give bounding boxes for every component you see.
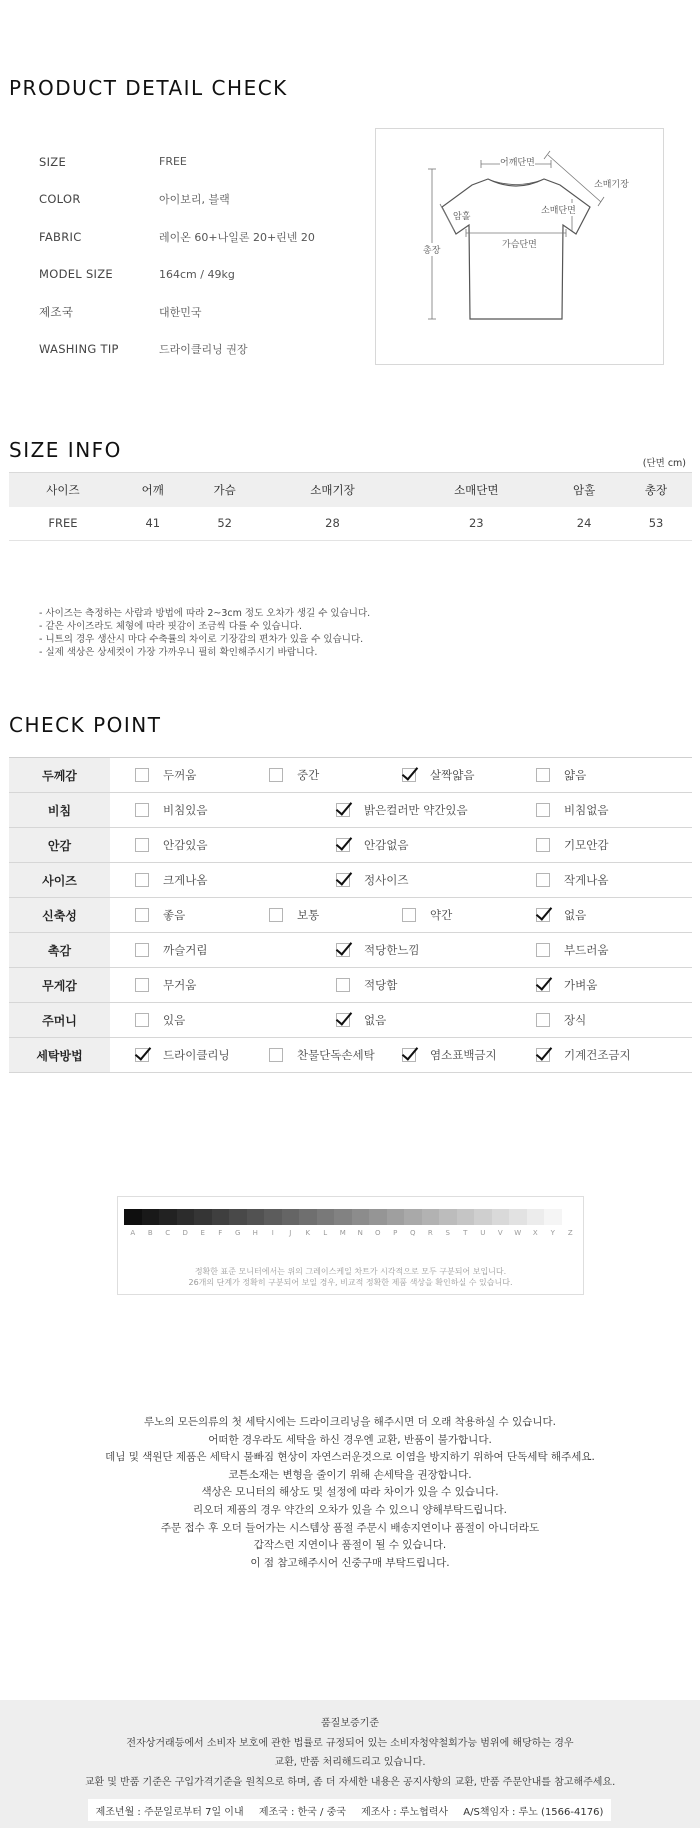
grayscale-swatch bbox=[404, 1209, 422, 1225]
check-option-label: 기모안감 bbox=[564, 838, 609, 852]
grayscale-letter: Y bbox=[550, 1229, 555, 1237]
check-option-label: 까슬거림 bbox=[163, 943, 208, 957]
detail-key: 제조국 bbox=[39, 304, 74, 319]
note-line: - 실제 색상은 상세컷이 가장 가까우니 필히 확인해주시기 바랍니다. bbox=[39, 647, 318, 658]
check-option-label: 장식 bbox=[564, 1013, 587, 1027]
as-contact: A/S책임자 : 루노 (1566-4176) bbox=[463, 1806, 604, 1818]
checkbox[interactable] bbox=[536, 1013, 550, 1027]
grayscale-letter: R bbox=[427, 1229, 433, 1237]
size-cell: 41 bbox=[117, 507, 189, 541]
grayscale-swatch bbox=[492, 1209, 510, 1225]
check-row-label: 사이즈 bbox=[9, 863, 110, 897]
grayscale-letter: N bbox=[357, 1229, 363, 1237]
detail-value: 대한민국 bbox=[159, 305, 202, 319]
check-option-label: 약간 bbox=[430, 908, 453, 922]
check-option[interactable] bbox=[402, 1038, 497, 1072]
size-header-cell: 암홀 bbox=[548, 473, 620, 507]
diagram-label-chest: 가슴단면 bbox=[502, 237, 537, 250]
check-option-label: 보통 bbox=[297, 908, 320, 922]
product-detail-list bbox=[39, 143, 359, 368]
grayscale-swatch bbox=[229, 1209, 247, 1225]
check-option[interactable] bbox=[336, 933, 420, 967]
checkbox[interactable] bbox=[135, 838, 149, 852]
checkbox[interactable] bbox=[536, 1048, 550, 1062]
size-header-cell: 가슴 bbox=[189, 473, 261, 507]
note-line: - 사이즈는 측정하는 사람과 방법에 따라 2~3cm 정도 오차가 생길 수 있습니다. bbox=[39, 608, 371, 619]
checkbox[interactable] bbox=[135, 873, 149, 887]
check-option-label: 적당한느낌 bbox=[364, 943, 420, 957]
check-row-stretch bbox=[9, 898, 692, 933]
check-point-title: CHECK POINT bbox=[9, 713, 162, 737]
size-header-cell: 총장 bbox=[620, 473, 692, 507]
grayscale-letter: F bbox=[218, 1229, 223, 1237]
care-line: 주문 접수 후 오더 들어가는 시스템상 품절 주문시 배송지연이나 품절이 아니더라도 bbox=[160, 1521, 540, 1534]
checkbox[interactable] bbox=[269, 1048, 283, 1062]
check-option[interactable] bbox=[402, 898, 452, 932]
grayscale-swatch bbox=[334, 1209, 352, 1225]
checkbox[interactable] bbox=[536, 873, 550, 887]
check-option[interactable] bbox=[135, 863, 207, 897]
checkbox[interactable] bbox=[135, 1013, 149, 1027]
grayscale-letter: W bbox=[514, 1229, 522, 1237]
grayscale-swatch bbox=[352, 1209, 370, 1225]
detail-value: 레이온 60+나일론 20+린넨 20 bbox=[159, 230, 315, 244]
check-option[interactable] bbox=[135, 1038, 230, 1072]
size-header-cell: 소매단면 bbox=[404, 473, 548, 507]
check-option[interactable] bbox=[536, 793, 608, 827]
check-option[interactable] bbox=[135, 1003, 185, 1037]
checkbox[interactable] bbox=[536, 768, 550, 782]
size-table bbox=[9, 472, 692, 541]
size-cell: 28 bbox=[261, 507, 405, 541]
grayscale-letter: P bbox=[393, 1229, 398, 1237]
grayscale-swatch bbox=[124, 1209, 142, 1225]
care-line: 어떠한 경우라도 세탁을 하신 경우엔 교환, 반품이 불가합니다. bbox=[208, 1433, 492, 1446]
check-option-label: 염소표백금지 bbox=[430, 1048, 497, 1062]
detail-key: WASHING TIP bbox=[39, 342, 119, 357]
quality-guarantee-footer bbox=[0, 1700, 700, 1828]
checkbox[interactable] bbox=[336, 803, 350, 817]
grayscale-letter: X bbox=[532, 1229, 538, 1237]
check-option[interactable] bbox=[269, 898, 319, 932]
grayscale-letter: E bbox=[200, 1229, 205, 1237]
grayscale-swatch bbox=[439, 1209, 457, 1225]
size-info-title: SIZE INFO bbox=[9, 438, 122, 462]
check-row-texture bbox=[9, 933, 692, 968]
checkbox[interactable] bbox=[336, 873, 350, 887]
size-cell: 24 bbox=[548, 507, 620, 541]
check-row-lining bbox=[9, 828, 692, 863]
grayscale-letter: U bbox=[480, 1229, 486, 1237]
grayscale-swatch bbox=[527, 1209, 545, 1225]
check-option[interactable] bbox=[536, 898, 586, 932]
grayscale-letter: H bbox=[252, 1229, 258, 1237]
check-option-label: 중간 bbox=[297, 768, 320, 782]
care-line: 데님 및 색원단 제품은 세탁시 물빠짐 현상이 자연스러운것으로 이염을 방지하기 위하여 단독세탁 해주세요. bbox=[105, 1451, 595, 1464]
checkbox[interactable] bbox=[402, 1048, 416, 1062]
detail-value: FREE bbox=[159, 155, 187, 169]
check-option[interactable] bbox=[336, 863, 408, 897]
size-cell: 23 bbox=[404, 507, 548, 541]
checkbox[interactable] bbox=[402, 908, 416, 922]
grayscale-letter: D bbox=[182, 1229, 188, 1237]
manufacture-date: 제조년월 : 주문일로부터 7일 이내 bbox=[95, 1806, 244, 1818]
check-option[interactable] bbox=[135, 793, 207, 827]
detail-row-washing-tip bbox=[39, 331, 359, 369]
table-row bbox=[9, 507, 692, 541]
footer-line: 교환, 반품 처리해드리고 있습니다. bbox=[274, 1757, 426, 1768]
check-row-size-fit bbox=[9, 863, 692, 898]
checkbox[interactable] bbox=[536, 978, 550, 992]
grayscale-note: 26개의 단계가 정확히 구분되어 보일 경우, 비교적 정확한 제품 색상을 확인하실 수 있습니다. bbox=[188, 1278, 513, 1287]
size-header-cell: 소매기장 bbox=[261, 473, 405, 507]
diagram-label-sleeve-width: 소매단면 bbox=[541, 203, 576, 216]
check-option[interactable] bbox=[135, 898, 185, 932]
diagram-label-armhole: 암홀 bbox=[453, 209, 470, 222]
check-option[interactable] bbox=[536, 828, 608, 862]
check-option[interactable] bbox=[336, 968, 397, 1002]
grayscale-letter: I bbox=[271, 1229, 274, 1237]
size-header-cell: 어깨 bbox=[117, 473, 189, 507]
check-option-label: 작게나옴 bbox=[564, 873, 609, 887]
grayscale-swatch bbox=[159, 1209, 177, 1225]
check-option[interactable] bbox=[135, 758, 196, 792]
grayscale-swatch bbox=[247, 1209, 265, 1225]
check-option[interactable] bbox=[135, 968, 196, 1002]
checkbox[interactable] bbox=[135, 978, 149, 992]
footer-line: 전자상거래등에서 소비자 보호에 관한 법률로 규정되어 있는 소비자청약철회가능 범위에 해당하는 경우 bbox=[126, 1737, 574, 1749]
check-row-washing bbox=[9, 1038, 692, 1073]
check-option-label: 없음 bbox=[564, 908, 587, 922]
check-option[interactable] bbox=[536, 758, 586, 792]
diagram-label-sleeve-length: 소매기장 bbox=[594, 177, 629, 190]
care-line: 이 점 참고해주시어 신중구매 부탁드립니다. bbox=[250, 1556, 450, 1569]
check-option-label: 정사이즈 bbox=[364, 873, 409, 887]
size-cell: 53 bbox=[620, 507, 692, 541]
footer-title: 품질보증기준 bbox=[321, 1718, 379, 1729]
check-option[interactable] bbox=[536, 1038, 631, 1072]
check-option-label: 비침있음 bbox=[163, 803, 208, 817]
checkbox[interactable] bbox=[536, 838, 550, 852]
checkbox[interactable] bbox=[135, 1048, 149, 1062]
grayscale-swatch bbox=[282, 1209, 300, 1225]
grayscale-swatch bbox=[194, 1209, 212, 1225]
grayscale-swatch bbox=[544, 1209, 562, 1225]
checkbox[interactable] bbox=[336, 1013, 350, 1027]
check-option[interactable] bbox=[536, 933, 608, 967]
check-row-label: 세탁방법 bbox=[9, 1038, 110, 1072]
size-table-header bbox=[9, 473, 692, 507]
detail-key: SIZE bbox=[39, 154, 67, 169]
detail-row-color bbox=[39, 181, 359, 219]
check-row-label: 주머니 bbox=[9, 1003, 110, 1037]
grayscale-letters bbox=[124, 1229, 579, 1237]
detail-row-model-size bbox=[39, 256, 359, 294]
check-option-label: 기계건조금지 bbox=[564, 1048, 631, 1062]
detail-value: 아이보리, 블랙 bbox=[159, 193, 230, 207]
check-row-label: 신축성 bbox=[9, 898, 110, 932]
check-option-label: 가벼움 bbox=[564, 978, 598, 992]
check-row-label: 촉감 bbox=[9, 933, 110, 967]
checkbox[interactable] bbox=[336, 943, 350, 957]
grayscale-swatch bbox=[317, 1209, 335, 1225]
manufacture-country: 제조국 : 한국 / 중국 bbox=[258, 1806, 346, 1818]
check-option-label: 있음 bbox=[163, 1013, 186, 1027]
grayscale-swatch bbox=[562, 1209, 580, 1225]
check-option-label: 살짝얇음 bbox=[430, 768, 475, 782]
checkbox[interactable] bbox=[336, 838, 350, 852]
check-row-pocket bbox=[9, 1003, 692, 1038]
check-option-label: 크게나옴 bbox=[163, 873, 208, 887]
grayscale-letter: L bbox=[323, 1229, 328, 1237]
detail-row-fabric bbox=[39, 218, 359, 256]
product-detail-title: PRODUCT DETAIL CHECK bbox=[9, 76, 288, 100]
check-option[interactable] bbox=[135, 933, 207, 967]
check-row-label: 안감 bbox=[9, 828, 110, 862]
size-cell: FREE bbox=[9, 507, 117, 541]
grayscale-letter: A bbox=[130, 1229, 136, 1237]
check-row-label: 비침 bbox=[9, 793, 110, 827]
checkbox[interactable] bbox=[135, 908, 149, 922]
check-option[interactable] bbox=[536, 1003, 586, 1037]
checkbox[interactable] bbox=[402, 768, 416, 782]
check-point-table bbox=[9, 757, 692, 1073]
check-option-label: 두꺼움 bbox=[163, 768, 197, 782]
detail-value: 164cm / 49kg bbox=[159, 267, 235, 281]
size-cell: 52 bbox=[189, 507, 261, 541]
grayscale-letter: M bbox=[339, 1229, 346, 1237]
grayscale-swatch bbox=[212, 1209, 230, 1225]
check-row-label: 두께감 bbox=[9, 758, 110, 792]
size-notes bbox=[39, 607, 370, 659]
check-option-label: 드라이클리닝 bbox=[163, 1048, 230, 1062]
grayscale-swatch bbox=[264, 1209, 282, 1225]
check-option[interactable] bbox=[269, 758, 319, 792]
size-header-cell: 사이즈 bbox=[9, 473, 117, 507]
checkbox[interactable] bbox=[336, 978, 350, 992]
check-row-sheerness bbox=[9, 793, 692, 828]
check-row-weight bbox=[9, 968, 692, 1003]
checkbox[interactable] bbox=[536, 803, 550, 817]
checkbox[interactable] bbox=[135, 803, 149, 817]
grayscale-letter: J bbox=[289, 1229, 292, 1237]
grayscale-letter: S bbox=[445, 1229, 450, 1237]
grayscale-letter: C bbox=[165, 1229, 171, 1237]
check-option[interactable] bbox=[269, 1038, 375, 1072]
check-option[interactable] bbox=[336, 828, 408, 862]
grayscale-strip bbox=[124, 1209, 579, 1225]
check-option-label: 비침없음 bbox=[564, 803, 609, 817]
check-option-label: 찬물단독손세탁 bbox=[297, 1048, 375, 1062]
check-option-label: 안감없음 bbox=[364, 838, 409, 852]
grayscale-letter: Q bbox=[409, 1229, 416, 1237]
check-option[interactable] bbox=[336, 793, 468, 827]
grayscale-letter: B bbox=[147, 1229, 153, 1237]
care-notice bbox=[0, 1414, 700, 1572]
grayscale-letter: T bbox=[463, 1229, 468, 1237]
checkbox[interactable] bbox=[135, 768, 149, 782]
check-option-label: 부드러움 bbox=[564, 943, 609, 957]
grayscale-swatch bbox=[457, 1209, 475, 1225]
care-line: 리오더 제품의 경우 약간의 오차가 있을 수 있으니 양해부탁드립니다. bbox=[192, 1503, 508, 1516]
tshirt-measurement-diagram bbox=[375, 128, 664, 365]
check-row-thickness bbox=[9, 758, 692, 793]
note-line: - 니트의 경우 생산시 마다 수축률의 차이로 기장감의 편차가 있을 수 있습니다. bbox=[39, 634, 364, 645]
diagram-label-shoulder: 어깨단면 bbox=[500, 155, 535, 168]
checkbox[interactable] bbox=[135, 943, 149, 957]
check-option[interactable] bbox=[536, 863, 608, 897]
detail-value: 드라이클리닝 권장 bbox=[159, 343, 248, 357]
checkbox[interactable] bbox=[269, 908, 283, 922]
detail-row-origin bbox=[39, 293, 359, 331]
check-option[interactable] bbox=[402, 758, 474, 792]
grayscale-swatch bbox=[387, 1209, 405, 1225]
grayscale-letter: O bbox=[374, 1229, 381, 1237]
checkbox[interactable] bbox=[536, 943, 550, 957]
grayscale-swatch bbox=[422, 1209, 440, 1225]
check-option-label: 밝은컬러만 약간있음 bbox=[364, 803, 468, 817]
detail-key: FABRIC bbox=[39, 229, 82, 244]
diagram-label-length: 총장 bbox=[423, 243, 440, 256]
grayscale-swatch bbox=[509, 1209, 527, 1225]
check-option[interactable] bbox=[336, 1003, 386, 1037]
grayscale-note: 정확한 표준 모니터에서는 위의 그레이스케일 차트가 시각적으로 모두 구분되어 보입니다. bbox=[194, 1267, 507, 1276]
footer-line: 교환 및 반품 기준은 구입가격기준을 원칙으로 하며, 좀 더 자세한 내용은 공지사항의 교환, 반품 주문안내를 참고해주세요. bbox=[84, 1776, 616, 1788]
check-option-label: 없음 bbox=[364, 1013, 387, 1027]
grayscale-chart bbox=[117, 1196, 584, 1295]
care-line: 코튼소재는 변형을 줄이기 위해 손세탁을 권장합니다. bbox=[228, 1468, 472, 1481]
footer-meta-bar bbox=[88, 1799, 611, 1821]
grayscale-swatch bbox=[142, 1209, 160, 1225]
checkbox[interactable] bbox=[269, 768, 283, 782]
check-option-label: 무거움 bbox=[163, 978, 197, 992]
grayscale-swatch bbox=[177, 1209, 195, 1225]
grayscale-letter: G bbox=[235, 1229, 241, 1237]
care-line: 색상은 모니터의 해상도 및 설정에 따라 차이가 있을 수 있습니다. bbox=[201, 1486, 499, 1499]
care-line: 루노의 모든의류의 첫 세탁시에는 드라이크리닝을 해주시면 더 오래 착용하실 수 있습니다. bbox=[143, 1416, 556, 1428]
check-option-label: 적당함 bbox=[364, 978, 398, 992]
grayscale-swatch bbox=[299, 1209, 317, 1225]
manufacturer: 제조사 : 루노협력사 bbox=[361, 1806, 449, 1818]
check-option[interactable] bbox=[135, 828, 207, 862]
detail-key: COLOR bbox=[39, 192, 81, 207]
check-option-label: 얇음 bbox=[564, 768, 587, 782]
grayscale-letter: Z bbox=[567, 1229, 573, 1237]
check-option-label: 안감있음 bbox=[163, 838, 208, 852]
grayscale-swatch bbox=[474, 1209, 492, 1225]
grayscale-letter: V bbox=[497, 1229, 503, 1237]
note-line: - 같은 사이즈라도 체형에 따라 핏감이 조금씩 다를 수 있습니다. bbox=[39, 621, 303, 632]
size-unit-label: (단면 cm) bbox=[642, 458, 686, 469]
checkbox[interactable] bbox=[536, 908, 550, 922]
care-line: 갑작스런 지연이나 품절이 될 수 있습니다. bbox=[253, 1539, 447, 1552]
check-row-label: 무게감 bbox=[9, 968, 110, 1002]
detail-key: MODEL SIZE bbox=[39, 267, 113, 282]
check-option-label: 좋음 bbox=[163, 908, 186, 922]
grayscale-letter: K bbox=[305, 1229, 311, 1237]
check-option[interactable] bbox=[536, 968, 597, 1002]
grayscale-swatch bbox=[369, 1209, 387, 1225]
detail-row-size bbox=[39, 143, 359, 181]
